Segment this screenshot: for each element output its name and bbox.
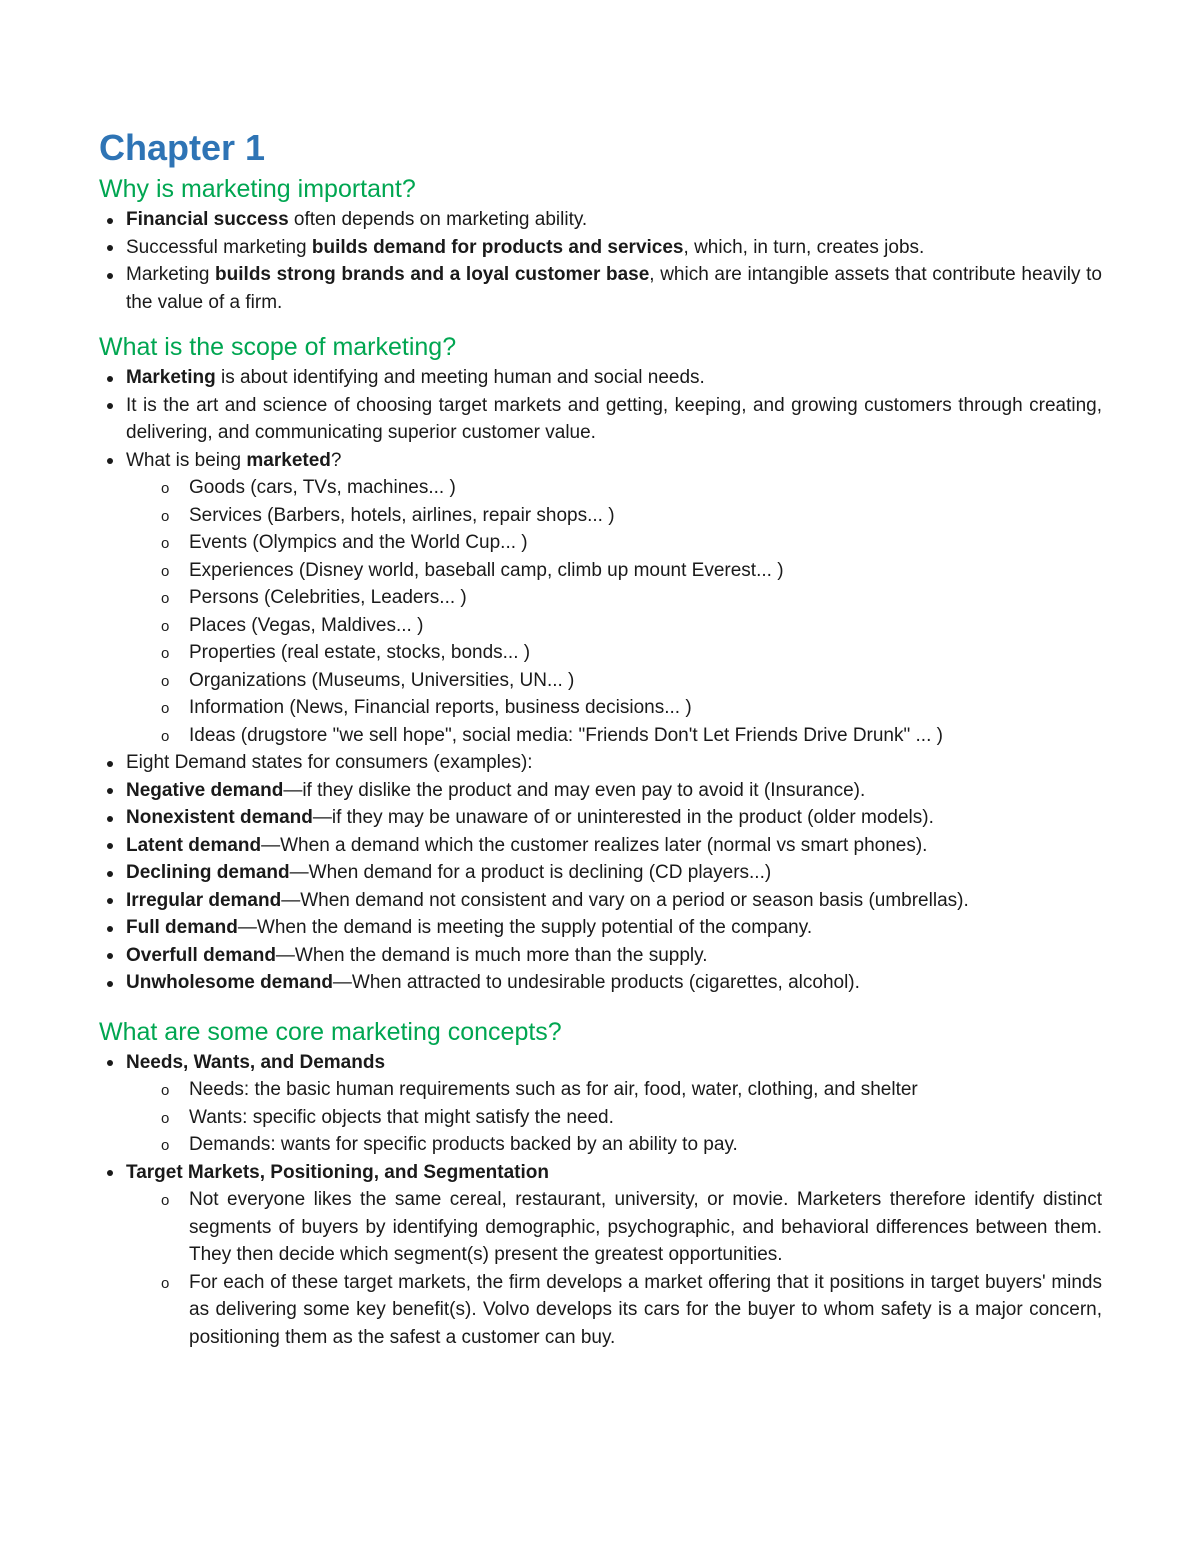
needs-sublist [99,1076,1102,1159]
sub-list-item: o Properties (real estate, stocks, bonds... ) [99,639,1102,667]
circle-bullet-icon: o [161,672,170,690]
demand-item: Latent demand—When a demand which the customer realizes later (normal vs smart phones). [99,832,1102,860]
section-heading-importance: Why is marketing important? [99,175,416,203]
circle-bullet-icon: o [161,1109,170,1127]
demand-item: Nonexistent demand—if they may be unaware of or uninterested in the product (older models). [99,804,1102,832]
scope-list [99,364,1102,474]
demand-item: Full demand—When the demand is meeting the supply potential of the company. [99,914,1102,942]
bullet-icon [107,761,113,767]
bullet-icon [107,1060,113,1066]
sub-list-item: o Not everyone likes the same cereal, restaurant, university, or movie. Marketers therefore identify distinct segments of buyers by identifying demographic, psychographic, and behavioral differences between them. They then decide which segment(s) present the greatest opportunities. [99,1186,1102,1269]
bullet-icon [107,981,113,987]
sub-list-item: o Places (Vegas, Maldives... ) [99,612,1102,640]
list-item: Target Markets, Positioning, and Segmentation [99,1159,1102,1187]
circle-bullet-icon: o [161,1137,170,1154]
bullet-icon [107,458,113,464]
list-item: Financial success often depends on marketing ability. [99,206,1102,234]
demand-item: Overfull demand—When the demand is much more than the supply. [99,942,1102,970]
bullet-icon [107,926,113,932]
demand-item: Declining demand—When demand for a product is declining (CD players...) [99,859,1102,887]
circle-bullet-icon: o [161,562,170,580]
sub-list-item: o Services (Barbers, hotels, airlines, repair shops... ) [99,502,1102,530]
list-item: Successful marketing builds demand for products and services, which, in turn, creates jobs. [99,234,1102,262]
chapter-title: Chapter 1 [99,127,266,168]
sub-list-item: o Demands: wants for specific products backed by an ability to pay. [99,1131,1102,1159]
bullet-icon [107,376,113,382]
circle-bullet-icon: o [161,1082,170,1099]
targeting-sublist [99,1186,1102,1351]
core-concepts-list [99,1049,1102,1077]
sub-list-item: o Information (News, Financial reports, business decisions... ) [99,694,1102,722]
bullet-icon [107,273,113,279]
circle-bullet-icon: o [161,645,170,662]
circle-bullet-icon: o [161,1274,170,1292]
bullet-icon [107,218,113,224]
section-heading-scope: What is the scope of marketing? [99,333,457,361]
list-item: Eight Demand states for consumers (examples): [99,749,1102,777]
demand-item: Irregular demand—When demand not consistent and vary on a period or season basis (umbrellas). [99,887,1102,915]
circle-bullet-icon: o [161,727,170,745]
list-item: Marketing is about identifying and meeting human and social needs. [99,364,1102,392]
sub-list-item: o Persons (Celebrities, Leaders... ) [99,584,1102,612]
bullet-icon [107,871,113,877]
sub-list-item: o Goods (cars, TVs, machines... ) [99,474,1102,502]
bullet-icon [107,843,113,849]
circle-bullet-icon: o [161,700,170,717]
sub-list-item: o Events (Olympics and the World Cup... ) [99,529,1102,557]
sub-list-item: o Ideas (drugstore "we sell hope", social media: "Friends Don't Let Friends Drive Drunk" ... ) [99,722,1102,750]
circle-bullet-icon: o [161,1192,170,1209]
circle-bullet-icon: o [161,590,170,607]
circle-bullet-icon: o [161,507,170,525]
list-item: It is the art and science of choosing target markets and getting, keeping, and growing customers through creating, delivering, and communicating superior customer value. [99,392,1102,447]
importance-list [99,206,1102,316]
sub-list-item: o Needs: the basic human requirements such as for air, food, water, clothing, and shelter [99,1076,1102,1104]
demand-item: Negative demand—if they dislike the product and may even pay to avoid it (Insurance). [99,777,1102,805]
sub-list-item: o Organizations (Museums, Universities, UN... ) [99,667,1102,695]
sub-list-item: o Experiences (Disney world, baseball camp, climb up mount Everest... ) [99,557,1102,585]
circle-bullet-icon: o [161,535,170,552]
demand-states-list [99,749,1102,997]
sub-list-item: o Wants: specific objects that might satisfy the need. [99,1104,1102,1132]
bullet-icon [107,1170,113,1176]
list-item: What is being marketed? [99,447,1102,475]
circle-bullet-icon: o [161,617,170,635]
marketed-sublist [99,474,1102,749]
bullet-icon [107,898,113,904]
demand-item: Unwholesome demand—When attracted to undesirable products (cigarettes, alcohol). [99,969,1102,997]
core-concepts-list-2 [99,1159,1102,1187]
section-heading-core-concepts: What are some core marketing concepts? [99,1017,562,1046]
bullet-icon [107,788,113,794]
bullet-icon [107,953,113,959]
bullet-icon [107,245,113,251]
circle-bullet-icon: o [161,480,170,497]
sub-list-item: o For each of these target markets, the firm develops a market offering that it positions in target buyers' minds as delivering some key benefit(s). Volvo develops its cars for the buyer to whom safety is a major concern, positioning them as the safest a customer can buy. [99,1269,1102,1352]
bullet-icon [107,816,113,822]
bullet-icon [107,403,113,409]
list-item: Marketing builds strong brands and a loyal customer base, which are intangible assets that contribute heavily to the value of a firm. [99,261,1102,316]
list-item: Needs, Wants, and Demands [99,1049,1102,1077]
